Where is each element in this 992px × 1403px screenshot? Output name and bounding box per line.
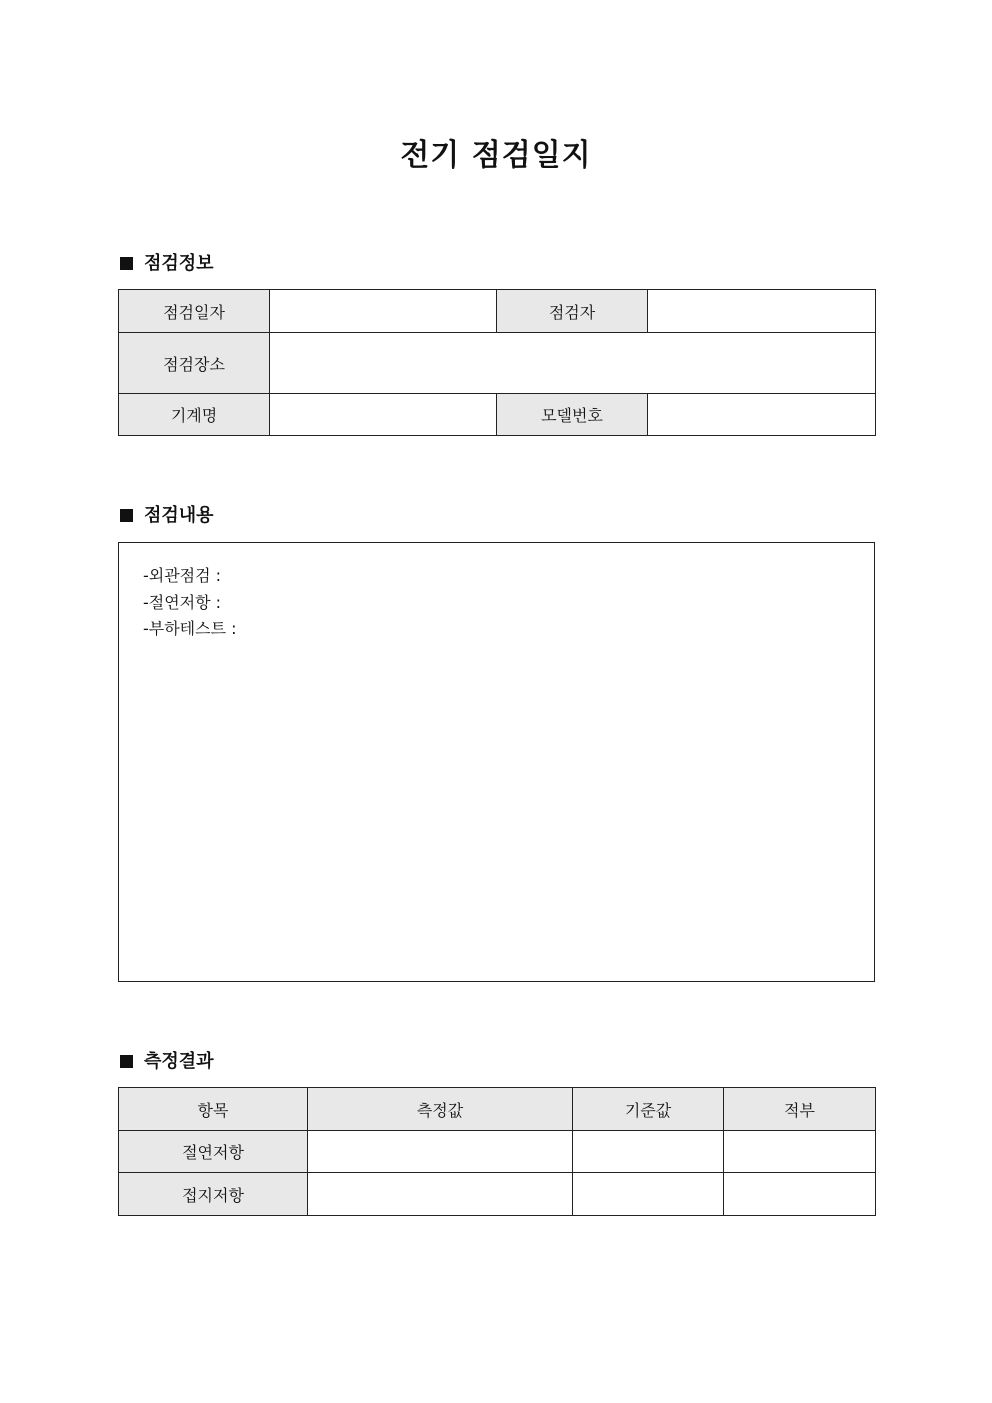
standard-value-cell[interactable] [573,1173,724,1216]
machine-name-label: 기계명 [119,394,270,436]
inspection-location-label: 점검장소 [119,333,270,394]
content-line-insulation-resistance: -절연저항 : [143,592,222,612]
standard-value-cell[interactable] [573,1131,724,1173]
section-heading-label: 점검정보 [144,253,214,274]
section-heading-label: 측정결과 [144,1051,214,1072]
row-item-label: 접지저항 [119,1173,308,1216]
table-row [119,394,876,436]
square-bullet-icon [120,1055,133,1068]
inspection-content-box[interactable] [118,542,875,982]
row-item-label: 절연저항 [119,1131,308,1173]
section-heading-label: 점검내용 [144,505,214,526]
machine-name-field[interactable] [270,394,497,436]
verdict-cell[interactable] [724,1131,876,1173]
table-row [119,333,876,394]
document-title: 전기 점검일지 [400,138,592,173]
table-row [119,1173,876,1216]
inspection-info-table [118,289,876,436]
model-number-field[interactable] [648,394,876,436]
inspector-field[interactable] [648,290,876,333]
table-header-row [119,1088,876,1131]
column-header-item: 항목 [119,1088,308,1131]
inspector-label: 점검자 [497,290,648,333]
content-line-load-test: -부하테스트 : [143,619,237,638]
section-heading-inspection-info [120,252,214,276]
column-header-standard-value: 기준값 [573,1088,724,1131]
column-header-verdict: 적부 [724,1088,876,1131]
measured-value-cell[interactable] [308,1173,573,1216]
section-heading-inspection-content [120,504,214,528]
table-row [119,1131,876,1173]
content-line-exterior-check: -외관점검 : [143,566,222,585]
section-heading-measurement-results [120,1050,214,1074]
inspection-content-lines [143,563,237,643]
square-bullet-icon [120,257,133,270]
measured-value-cell[interactable] [308,1131,573,1173]
table-row [119,290,876,333]
square-bullet-icon [120,509,133,522]
model-number-label: 모델번호 [497,394,648,436]
verdict-cell[interactable] [724,1173,876,1216]
column-header-measured-value: 측정값 [308,1088,573,1131]
inspection-date-label: 점검일자 [119,290,270,333]
inspection-date-field[interactable] [270,290,497,333]
inspection-location-field[interactable] [270,333,876,394]
measurement-results-table [118,1087,876,1216]
